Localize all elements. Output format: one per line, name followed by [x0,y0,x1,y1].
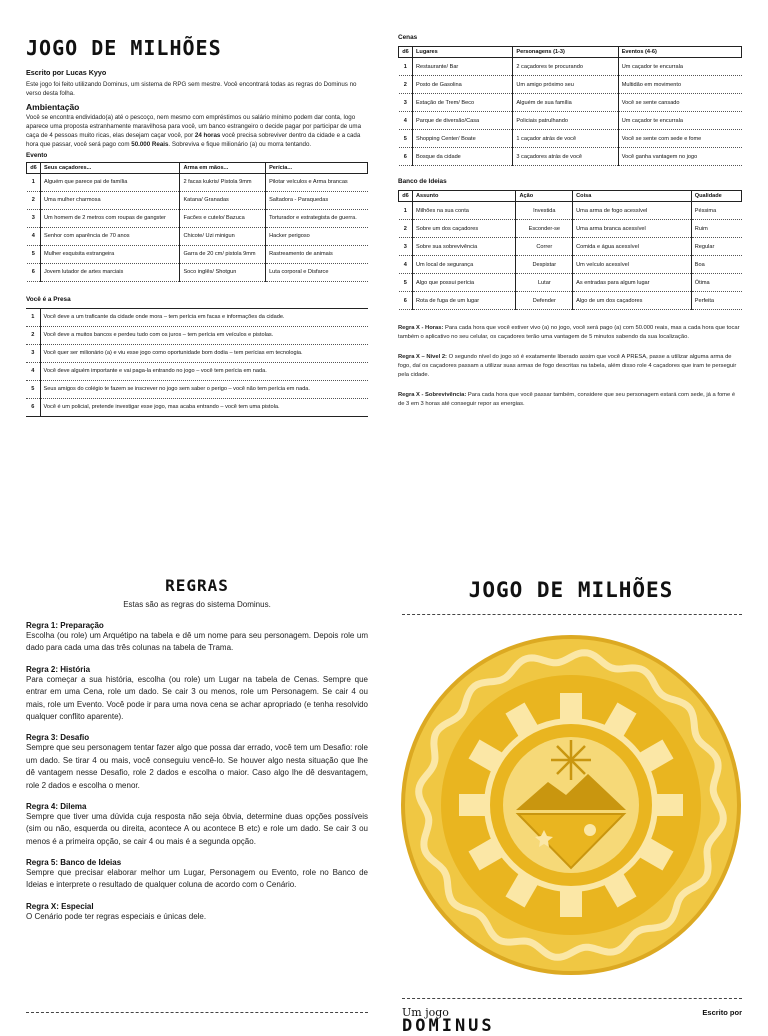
table-cell: 2 caçadores te procurando [513,58,618,76]
rule-item [26,733,368,792]
banner-sun-icon [584,824,596,836]
table-cell: Você é um policial, pretende investigar esse jogo, mas acaba entrando – você tem uma pistola. [40,398,368,416]
rule-item [26,621,368,655]
table-header-cell: Perícia... [266,162,368,173]
table-cell: Bosque da cidade [413,148,513,166]
rule-nivel-text: O segundo nível do jogo só é exatamente liberado assim que você A PRESA, passe a utilizar alguma arma de fogo, daí os caçadores passam a utilizar suas armas de fogo descritas na tabela, além disso role 4 caçadores que iram te perseguir pela cidade. [398,354,737,378]
ambient-text-3: . Sobreviva e fique milionário (a) ou morra tentando. [168,141,312,149]
table-cell: Hacker perigoso [266,227,368,245]
table-cell: 3 caçadores atrás de você [513,148,618,166]
presa-table [26,308,368,417]
page-title: JOGO DE MILHÕES [26,36,222,60]
table-row [27,209,368,227]
table-row [26,362,368,380]
evento-table [26,162,368,282]
table-cell: Chicote/ Uzi minigun [180,227,266,245]
table-cell: Senhor com aparência de 70 anos [41,227,180,245]
table-cell: 4 [399,256,413,274]
table-cell: Soco inglês/ Shotgun [180,263,266,281]
table-cell: Você ganha vantagem no jogo [618,148,741,166]
table-cell: 6 [26,398,40,416]
table-cell: Alguém que parece pai de família [41,173,180,191]
table-cell: 4 [399,112,413,130]
table-cell: 5 [399,274,413,292]
table-cell: Shopping Center/ Boate [413,130,513,148]
table-cell: Rastreamento de animais [266,245,368,263]
table-cell: Mulher esquisita estrangeira [41,245,180,263]
table-cell: 2 [399,220,413,238]
table-cell: 1 [26,308,40,326]
table-cell: Parque de diversão/Casa [413,112,513,130]
table-cell: Policiais patrulhando [513,112,618,130]
table-cell: Você quer ser milionário (a) e viu esse jogo como oportunidade bom dodia – tem perícias em tecnologia. [40,344,368,362]
table-cell: Uma arma branca acessível [573,220,692,238]
table-row [27,191,368,209]
table-header-cell: Lugares [413,47,513,58]
medallion-image [398,632,744,986]
table-cell: Ruim [691,220,741,238]
table-header-cell: d6 [27,162,41,173]
rule-sobrevivencia [398,391,742,408]
cover-divider-bottom [402,998,742,999]
rule-title: Regra 2: História [26,664,91,674]
table-cell: 2 [399,76,413,94]
table-cell: Pilotar veículos e Arma brancas [266,173,368,191]
ambient-heading: Ambientação [26,101,80,112]
rule-sobrev-title: Regra X - Sobrevivência: [398,392,467,399]
table-cell: Um veículo acessível [573,256,692,274]
rule-sobrev-text: Para cada hora que você passar também, considere que seu personagem estará com sede, já a fome é de 3 em 3 horas até conseguir repor as energias. [398,392,736,408]
footer-brand: DOMINUS [402,1016,495,1036]
ambient-text-1: Você se encontra endividado(a) até o pescoço, nem mesmo com empréstimos ou salário mínimo podem dar conta, logo aparece uma proposta estranhamente maravilhosa para você, um banco estrangeiro o decide pagar por participar de uma caça de 4 pessoas muito ricas, elas desejam caçar você, por [26,113,362,140]
rule-text: Para começar a sua história, escolha (ou role) um Lugar na tabela de Cenas. Sempre que entrar em uma Cena, role um dado. Se cair 3 ou menos, role um Personagem. Se cair 4 ou mais, role um Evento. Você pode ir para uma nova cena se achar apropriado (e tenha resolvido qualquer conflito aparente). [26,674,368,721]
table-cell: Defender [516,292,573,310]
table-cell: 1 [399,58,413,76]
rule-nivel [398,353,742,379]
table-cell: Comida e água acessível [573,238,692,256]
top-left-panel [26,36,368,417]
table-cell: 2 facas kukris/ Pistola 9mm [180,173,266,191]
table-row [399,148,742,166]
cenas-label: Cenas [398,34,418,41]
rules-title: REGRAS [165,576,229,595]
table-cell: Katana/ Granadas [180,191,266,209]
table-cell: 2 [27,191,41,209]
table-cell: 1 [399,202,413,220]
rule-title: Regra X: Especial [26,901,94,911]
rule-title: Regra 4: Dilema [26,801,87,811]
table-cell: Estação de Trem/ Beco [413,94,513,112]
table-cell: Sobre sua sobrevivência [413,238,516,256]
table-cell: Milhões na sua conta [413,202,516,220]
table-cell: Rota de fuga de um lugar [413,292,516,310]
ambient-bold-2: 50.000 Reais [131,141,169,149]
table-cell: Esconder-se [516,220,573,238]
rules-list [26,621,368,923]
table-cell: Péssima [691,202,741,220]
table-cell: 4 [26,362,40,380]
table-cell: Um local de segurança [413,256,516,274]
table-cell: 6 [399,148,413,166]
table-row [399,292,742,310]
rule-horas-text: Para cada hora que você estiver vivo (a) no jogo, você será pago (a) com 50.000 reais, mas a cada hora que tocar também o aplicativo no seu celular, os caçadores terão uma vantagem de 5 minutos sabendo da sua localização. [398,325,740,340]
rule-text: O Cenário pode ter regras especiais e únicas dele. [26,911,207,921]
table-cell: Saltadora - Paraquedas [266,191,368,209]
bottom-right-panel [398,574,744,1036]
table-cell: Lutar [516,274,573,292]
table-cell: Um homem de 2 metros com roupas de gangster [41,209,180,227]
table-cell: 5 [399,130,413,148]
table-row [399,112,742,130]
table-cell: Seus amigos do colégio te fazem se inscrever no jogo sem saber o perigo – você não tem perícia em nada. [40,380,368,398]
ambient-text [26,113,368,150]
rule-item [26,902,368,923]
table-cell: Facões e cutelo/ Bazuca [180,209,266,227]
table-header-cell: Personagens (1-3) [513,47,618,58]
table-row [399,256,742,274]
table-header-cell: Eventos (4-6) [618,47,741,58]
table-cell: Boa [691,256,741,274]
rule-title: Regra 1: Preparação [26,621,104,630]
sun-icon [551,740,591,780]
table-cell: 6 [27,263,41,281]
rule-item [26,802,368,848]
table-cell: Alguém de sua família [513,94,618,112]
table-row [399,76,742,94]
table-cell: Um amigo próximo seu [513,76,618,94]
author: Escrito por Lucas Kyyo [26,68,107,77]
footer-right: Escrito por [702,1008,742,1017]
table-cell: As entradas para algum lugar [573,274,692,292]
table-cell: Uma mulher charmosa [41,191,180,209]
table-row [26,398,368,416]
banco-table [398,190,742,310]
rule-horas [398,324,742,341]
table-row [26,326,368,344]
table-cell: Perfeita [691,292,741,310]
intro-text: Este jogo foi feito utilizando Dominus, um sistema de RPG sem mestre. Você encontrará todas as regras do Dominus no verso desta folha. [26,81,357,98]
table-cell: Luta corporal e Disfarce [266,263,368,281]
table-cell: Posto de Gasolina [413,76,513,94]
table-row [399,130,742,148]
table-header-cell: Assunto [413,191,516,202]
table-cell: 2 [26,326,40,344]
table-cell: 5 [27,245,41,263]
rule-title: Regra 5: Banco de Ideias [26,858,122,868]
table-header-cell: Qualidade [691,191,741,202]
rule-horas-title: Regra X - Horas: [398,325,444,331]
table-cell: 3 [399,94,413,112]
table-cell: 1 [27,173,41,191]
rules-subtitle: Estas são as regras do sistema Dominus. [123,600,271,609]
table-row [399,220,742,238]
table-cell: Algo que possui perícia [413,274,516,292]
ambient-bold-1: 24 horas [194,132,221,140]
table-row [27,173,368,191]
table-cell: Você deve a muitos bancos e perdeu tudo com os juros – tem perícia em veículos e pistolas. [40,326,368,344]
table-header-cell: d6 [399,191,413,202]
table-cell: 1 caçador atrás de você [513,130,618,148]
table-row [399,202,742,220]
rule-title: Regra 3: Desafio [26,733,90,743]
table-cell: 3 [399,238,413,256]
table-cell: Você se sente cansado [618,94,741,112]
table-row [399,94,742,112]
table-cell: Você deve alguém importante e vai paga-la entrando no jogo – você tem perícia em nada. [40,362,368,380]
ambient-text-2: você precisa sobreviver dentro da cidade e a cada hora que passar, você será pago com [26,132,361,149]
table-cell: Regular [691,238,741,256]
table-row [399,58,742,76]
rule-text: Escolha (ou role) um Arquétipo na tabela e dê um nome para seu personagem. Depois role um dado para cada uma das três colunas na tabela de Trama. [26,631,368,653]
table-header-cell: d6 [399,47,413,58]
top-right-panel [398,34,742,409]
table-cell: Você se sente com sede e fome [618,130,741,148]
rule-item [26,858,368,892]
cover-title: JOGO DE MILHÕES [468,578,674,602]
table-header-cell: Arma em mãos... [180,162,266,173]
table-cell: 4 [27,227,41,245]
table-cell: Jovem lutador de artes marciais [41,263,180,281]
table-header-cell: Seus caçadores... [41,162,180,173]
table-cell: Correr [516,238,573,256]
presa-label: Você é a Presa [26,295,71,303]
table-cell: Um caçador te encurrala [618,112,741,130]
table-cell: 3 [27,209,41,227]
rule-text: Sempre que precisar elaborar melhor um Lugar, Personagem ou Evento, role no Banco de Ideias e interprete o resultado de qualquer coluna de acordo com o Cenário. [26,868,368,890]
table-cell: Sobre um dos caçadores [413,220,516,238]
cenas-table [398,46,742,166]
banco-label: Banco de Ideias [398,178,447,185]
rule-text: Sempre que tiver uma dúvida cuja resposta não seja óbvia, determine duas opções possíveis (sim ou não, esquerda ou direita, acontece A ou acontece B etc) e role um dado. Se cair 3 ou menos é a primeira opção, se cair 4 ou mais é a segunda opção. [26,811,368,846]
evento-label: Evento [26,151,48,159]
table-cell: 6 [399,292,413,310]
cover-divider-top [402,614,742,615]
table-cell: Uma arma de fogo acessível [573,202,692,220]
rule-text: Sempre que seu personagem tentar fazer algo que possa dar errado, você tem um Desafio: role um dado. Se tirar 4 ou mais, você conseguiu vencê-lo. Se houver algo nesta situação que lhe dê vantagem nesse Desafio, role 2 dados e escolha o maior. Caso algo lhe dê desvantagem, role 2 dados e escolha o menor. [26,743,368,790]
bottom-left-panel [26,576,368,933]
table-row [27,227,368,245]
table-header-cell: Coisa [573,191,692,202]
table-row [399,274,742,292]
table-cell: Multidão em movimento [618,76,741,94]
table-row [26,308,368,326]
table-row [26,380,368,398]
table-cell: 5 [26,380,40,398]
table-cell: Um caçador te encurrala [618,58,741,76]
table-cell: Garra de 20 cm/ pistola 9mm [180,245,266,263]
table-cell: Você deve a um traficante da cidade onde mora – tem perícia em facas e informações da cidade. [40,308,368,326]
table-header-cell: Ação [516,191,573,202]
table-cell: Despistar [516,256,573,274]
table-cell: Ótima [691,274,741,292]
bottom-left-divider [26,1012,368,1013]
rule-nivel-title: Regra X – Nível 2: [398,354,447,361]
table-row [399,238,742,256]
footer-left: Um jogo [402,1006,449,1019]
rule-item [26,665,368,724]
table-row [27,263,368,281]
table-cell: Algo de um dos caçadores [573,292,692,310]
table-cell: 3 [26,344,40,362]
table-cell: Restaurante/ Bar [413,58,513,76]
table-row [27,245,368,263]
table-row [26,344,368,362]
table-cell: Investida [516,202,573,220]
table-cell: Torturador e estrategista de guerra. [266,209,368,227]
